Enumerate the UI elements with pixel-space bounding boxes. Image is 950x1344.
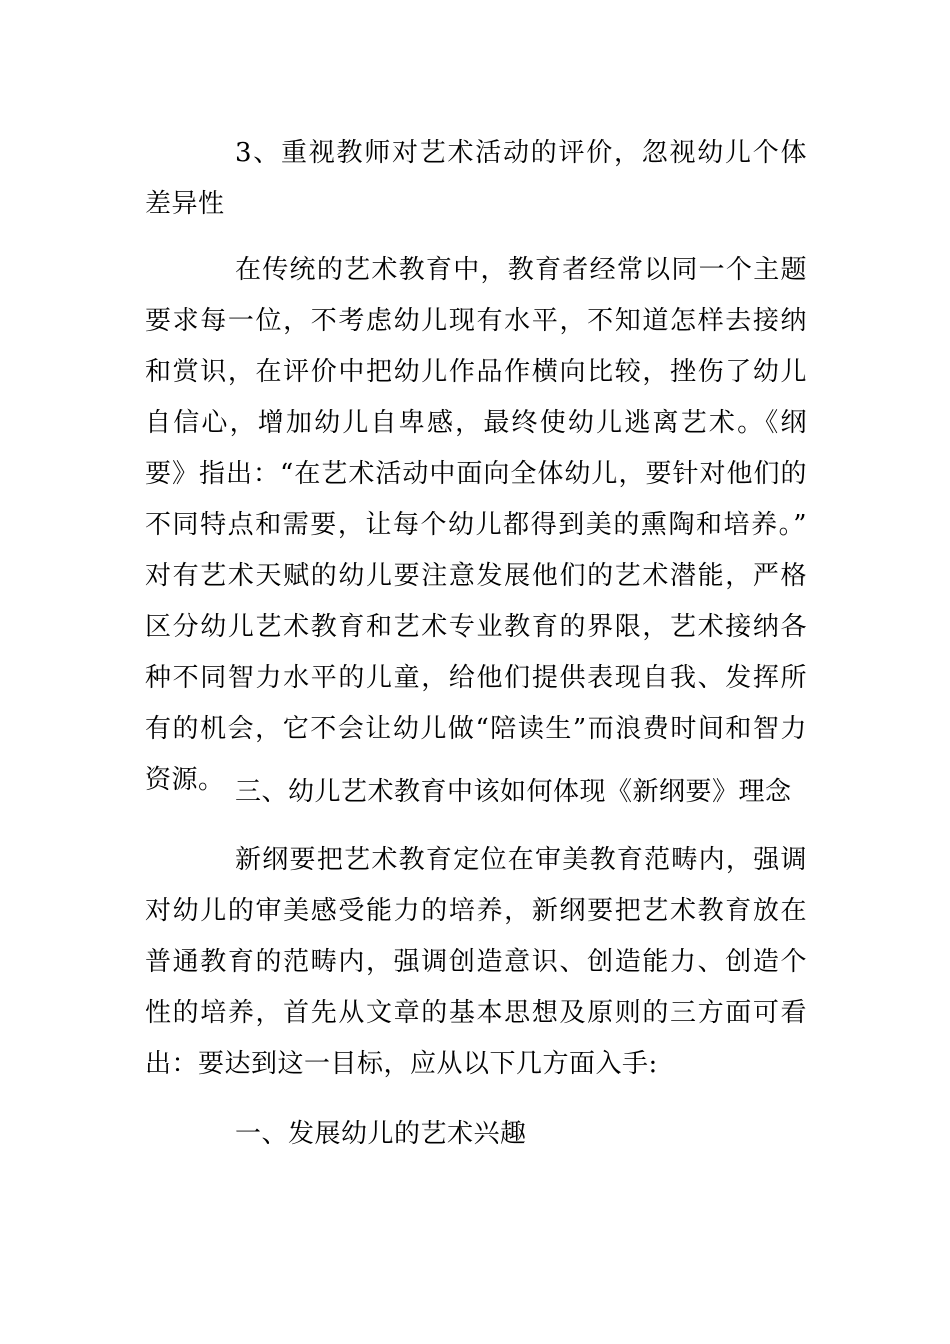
section-heading-one: 一、发展幼儿的艺术兴趣 xyxy=(235,1119,527,1149)
body-paragraph-traditional-art-education: 在传统的艺术教育中，教育者经常以同一个主题要求每一位，不考虑幼儿现有水平，不知道怎样去接纳和赏识，在评价中把幼儿作品作横向比较，挫伤了幼儿自信心，增加幼儿自卑感，最终使幼儿逃离艺术。《纲要》指出：“在艺术活动中面向全体幼儿，要针对他们的不同特点和需要，让每个幼儿都得到美的熏陶和培养。” 对有艺术天赋的幼儿要注意发展他们的艺术潜能，严格区分幼儿艺术教育和艺术专业教育的界限，艺术接纳各种不同智力水平的儿童，给他们提供表现自我、发挥所有的机会，它不会让幼儿做“陪读生”而浪费时间和智力资源。 xyxy=(145,255,807,795)
section-heading-3: 3、重视教师对艺术活动的评价，忽视幼儿个体差异性 xyxy=(145,138,807,219)
body-paragraph-new-guidelines: 新纲要把艺术教育定位在审美教育范畴内，强调对幼儿的审美感受能力的培养，新纲要把艺术教育放在普通教育的范畴内，强调创造意识、创造能力、创造个性的培养，首先从文章的基本思想及原则的三方面可看出：要达到这一目标，应从以下几方面入手: xyxy=(145,845,807,1079)
section-heading-three: 三、幼儿艺术教育中该如何体现《新纲要》理念 xyxy=(235,777,792,807)
